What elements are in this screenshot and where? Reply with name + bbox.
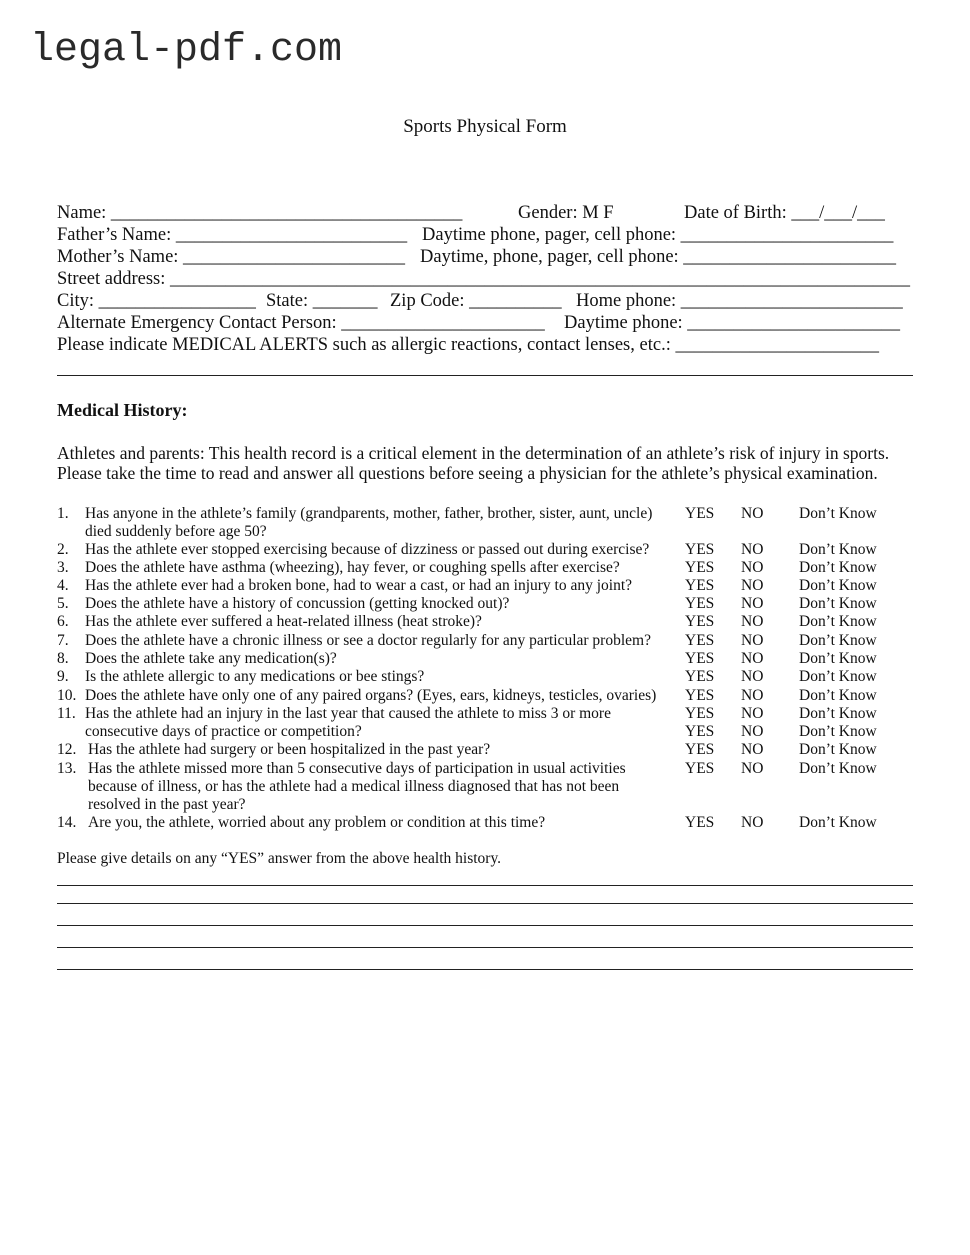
- answer-dont-know[interactable]: Don’t Know: [799, 705, 877, 722]
- details-line[interactable]: [57, 969, 913, 970]
- row-medical-alerts: [57, 334, 917, 356]
- question-number: 4.: [57, 577, 69, 594]
- answer-dont-know[interactable]: Don’t Know: [799, 632, 877, 649]
- question-text: Has the athlete had surgery or been hospitalized in the past year?: [88, 741, 491, 758]
- details-prompt: Please give details on any “YES” answer from the above health history.: [57, 850, 502, 867]
- question-text: Has the athlete ever stopped exercising because of dizziness or passed out during exercise?: [85, 541, 650, 558]
- row-name: [57, 202, 917, 224]
- answer-dont-know[interactable]: Don’t Know: [799, 741, 877, 758]
- gender-field[interactable]: Gender: M F: [518, 203, 614, 223]
- answer-yes[interactable]: YES: [685, 505, 715, 522]
- row-alt-contact: [57, 312, 917, 334]
- question-number: 12.: [57, 741, 77, 758]
- answer-yes[interactable]: YES: [685, 760, 715, 777]
- question-number: 13.: [57, 760, 77, 777]
- question-number: 5.: [57, 595, 69, 612]
- row-city: [57, 290, 917, 312]
- answer-yes[interactable]: YES: [685, 541, 715, 558]
- alt-contact-field[interactable]: Alternate Emergency Contact Person: ______________________: [57, 313, 545, 333]
- details-line[interactable]: [57, 903, 913, 904]
- answer-yes[interactable]: YES: [685, 814, 715, 831]
- answer-dont-know[interactable]: Don’t Know: [799, 595, 877, 612]
- question-number: 9.: [57, 668, 69, 685]
- answer-dont-know[interactable]: Don’t Know: [799, 505, 877, 522]
- watermark-logo: legal-pdf.com: [30, 28, 343, 73]
- question-text: Has the athlete ever suffered a heat-related illness (heat stroke)?: [85, 613, 482, 630]
- answer-dont-know[interactable]: Don’t Know: [799, 577, 877, 594]
- page-title: Sports Physical Form: [403, 116, 567, 137]
- details-line[interactable]: [57, 885, 913, 886]
- answer-yes[interactable]: YES: [685, 705, 715, 722]
- question-text: Does the athlete have asthma (wheezing), hay fever, or coughing spells after exercise?: [85, 559, 620, 576]
- answer-yes[interactable]: YES: [685, 632, 715, 649]
- father-name-field[interactable]: Father’s Name: _________________________: [57, 225, 408, 245]
- answer-no[interactable]: NO: [741, 705, 764, 722]
- question-text: Has the athlete missed more than 5 consecutive days of participation in usual activities because of illness, or has the athlete had a medical illness diagnosed that has not been resolved in the past year?: [88, 760, 626, 813]
- answer-yes[interactable]: YES: [685, 595, 715, 612]
- city-field[interactable]: City: _________________: [57, 291, 256, 311]
- answer-no[interactable]: NO: [741, 723, 764, 740]
- zip-field[interactable]: Zip Code: __________: [390, 291, 562, 311]
- street-field[interactable]: Street address: ________________________________________________________________________________: [57, 269, 911, 289]
- answer-no[interactable]: NO: [741, 814, 764, 831]
- question-text: Does the athlete have only one of any paired organs? (Eyes, ears, kidneys, testicles, ovaries): [85, 687, 657, 704]
- row-street: [57, 268, 917, 290]
- details-line[interactable]: [57, 947, 913, 948]
- answer-dont-know[interactable]: Don’t Know: [799, 814, 877, 831]
- state-field[interactable]: State: _______: [266, 291, 378, 311]
- medical-history-heading: Medical History:: [57, 400, 188, 420]
- answer-yes[interactable]: YES: [685, 687, 715, 704]
- question-text: Does the athlete take any medication(s)?: [85, 650, 337, 667]
- mother-name-field[interactable]: Mother’s Name: ________________________: [57, 247, 406, 267]
- question-number: 1.: [57, 505, 69, 522]
- answer-yes[interactable]: YES: [685, 559, 715, 576]
- question-text: Does the athlete have a chronic illness or see a doctor regularly for any particular problem?: [85, 632, 651, 649]
- answer-dont-know[interactable]: Don’t Know: [799, 559, 877, 576]
- answer-no[interactable]: NO: [741, 687, 764, 704]
- question-text: Is the athlete allergic to any medications or bee stings?: [85, 668, 425, 685]
- alt-phone-field[interactable]: Daytime phone: _______________________: [564, 313, 901, 333]
- answer-no[interactable]: NO: [741, 613, 764, 630]
- answer-no[interactable]: NO: [741, 577, 764, 594]
- answer-yes[interactable]: YES: [685, 650, 715, 667]
- answer-no[interactable]: NO: [741, 595, 764, 612]
- answer-no[interactable]: NO: [741, 760, 764, 777]
- answer-dont-know[interactable]: Don’t Know: [799, 650, 877, 667]
- question-number: 10.: [57, 687, 77, 704]
- question-text: Are you, the athlete, worried about any problem or condition at this time?: [88, 814, 546, 831]
- intro-line-2: Please take the time to read and answer all questions before seeing a physician for the athlete’s physical examination.: [57, 463, 878, 483]
- answer-dont-know[interactable]: Don’t Know: [799, 687, 877, 704]
- medical-alerts-extra-line[interactable]: [57, 375, 913, 376]
- answer-yes[interactable]: YES: [685, 577, 715, 594]
- medical-alerts-field[interactable]: Please indicate MEDICAL ALERTS such as allergic reactions, contact lenses, etc.: ______________________: [57, 335, 879, 355]
- answer-yes[interactable]: YES: [685, 613, 715, 630]
- answer-dont-know[interactable]: Don’t Know: [799, 541, 877, 558]
- answer-dont-know[interactable]: Don’t Know: [799, 668, 877, 685]
- question-text: Has the athlete had an injury in the last year that caused the athlete to miss 3 or more consecutive days of practice or competition?: [85, 705, 611, 740]
- question-number: 6.: [57, 613, 69, 630]
- question-text: Has the athlete ever had a broken bone, had to wear a cast, or had an injury to any joint?: [85, 577, 633, 594]
- answer-yes[interactable]: YES: [685, 741, 715, 758]
- question-text: Has anyone in the athlete’s family (grandparents, mother, father, brother, sister, aunt, uncle) died suddenly before age 50?: [85, 505, 653, 540]
- answer-no[interactable]: NO: [741, 632, 764, 649]
- answer-no[interactable]: NO: [741, 541, 764, 558]
- answer-dont-know[interactable]: Don’t Know: [799, 613, 877, 630]
- name-field[interactable]: Name: ______________________________________: [57, 203, 463, 223]
- intro-line-1: Athletes and parents: This health record is a critical element in the determination of an athlete’s risk of injury in sports.: [57, 443, 890, 463]
- question-number: 7.: [57, 632, 69, 649]
- answer-yes[interactable]: YES: [685, 723, 715, 740]
- row-mother: [57, 246, 917, 268]
- answer-no[interactable]: NO: [741, 559, 764, 576]
- answer-dont-know[interactable]: Don’t Know: [799, 760, 877, 777]
- answer-dont-know[interactable]: Don’t Know: [799, 723, 877, 740]
- question-number: 3.: [57, 559, 69, 576]
- question-number: 8.: [57, 650, 69, 667]
- question-text: Does the athlete have a history of concussion (getting knocked out)?: [85, 595, 510, 612]
- answer-no[interactable]: NO: [741, 505, 764, 522]
- answer-yes[interactable]: YES: [685, 668, 715, 685]
- father-phone-field[interactable]: Daytime phone, pager, cell phone: _______________________: [422, 225, 894, 245]
- details-line[interactable]: [57, 925, 913, 926]
- mother-phone-field[interactable]: Daytime, phone, pager, cell phone: _______________________: [420, 247, 897, 267]
- answer-no[interactable]: NO: [741, 741, 764, 758]
- row-father: [57, 224, 917, 246]
- dob-field[interactable]: Date of Birth: ___/___/___: [684, 203, 885, 223]
- home-phone-field[interactable]: Home phone: ________________________: [576, 291, 903, 311]
- question-number: 14.: [57, 814, 77, 831]
- answer-no[interactable]: NO: [741, 668, 764, 685]
- question-number: 2.: [57, 541, 69, 558]
- question-number: 11.: [57, 705, 76, 722]
- answer-no[interactable]: NO: [741, 650, 764, 667]
